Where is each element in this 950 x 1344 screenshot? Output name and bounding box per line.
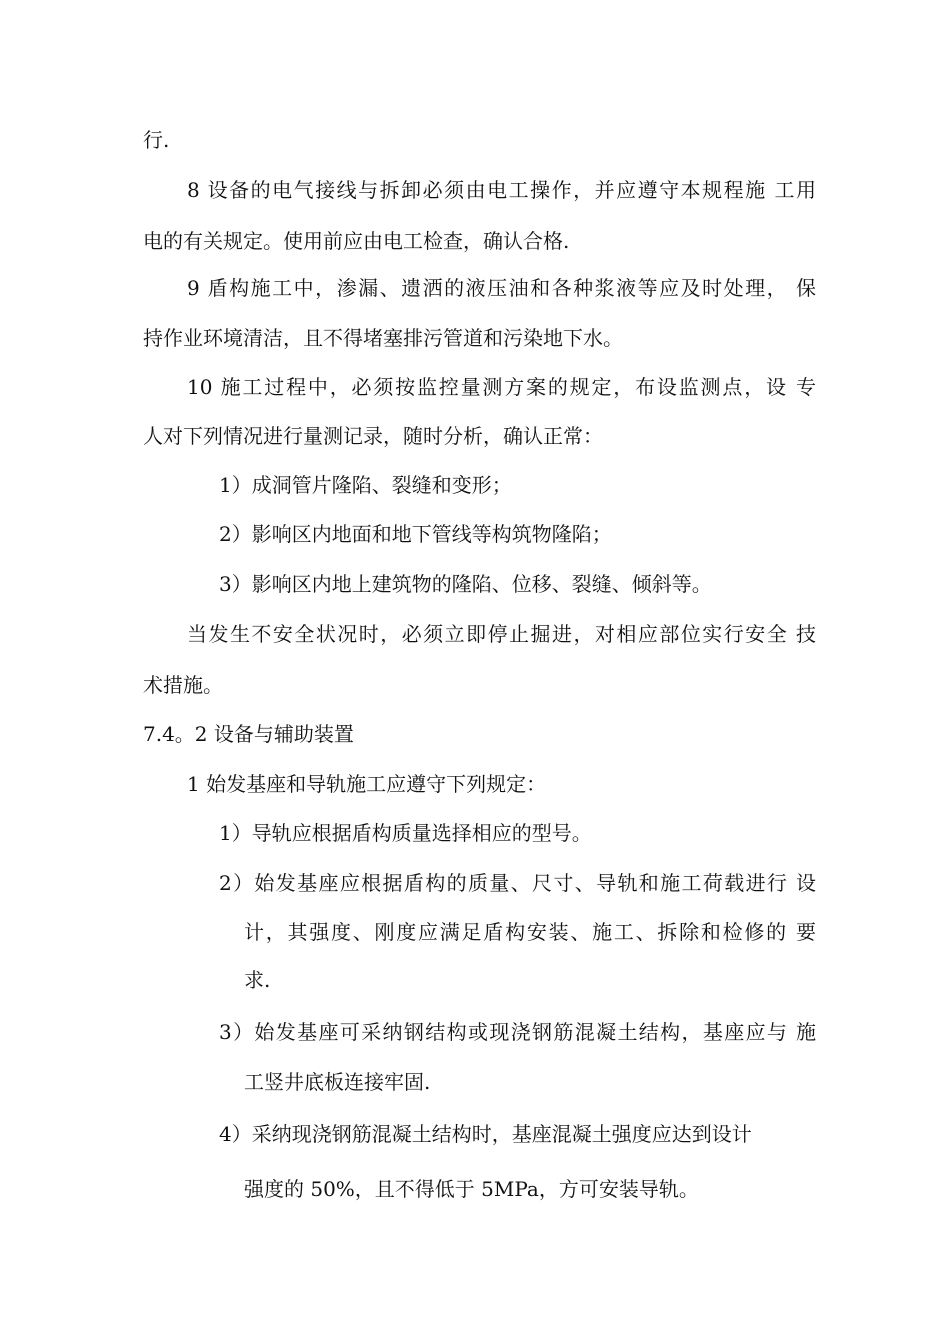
text-line: 10 施工过程中，必须按监控量测方案的规定，布设监测点，设 专 [187,375,816,399]
list-item-continuation: 强度的 50%，且不得低于 5MPa，方可安装导轨。 [244,1177,699,1201]
text-line: 人对下列情况进行量测记录，随时分析，确认正常： [143,424,603,448]
list-item: 1）导轨应根据盾构质量选择相应的型号。 [219,821,592,845]
text-line: 术措施。 [143,673,223,697]
list-item: 4）采纳现浇钢筋混凝土结构时，基座混凝土强度应达到设计 [219,1122,752,1146]
text-line: 当发生不安全状况时，必须立即停止掘进，对相应部位实行安全 技 [187,622,816,646]
text-line: 9 盾构施工中，渗漏、遗洒的液压油和各种浆液等应及时处理， 保 [187,276,816,300]
list-item-continuation: 求. [244,968,271,992]
list-item: 3）影响区内地上建筑物的隆陷、位移、裂缝、倾斜等。 [219,572,712,596]
list-item: 2）影响区内地面和地下管线等构筑物隆陷； [219,522,612,546]
text-line: 电的有关规定。使用前应由电工检查，确认合格. [143,229,570,253]
list-item: 2）始发基座应根据盾构的质量、尺寸、导轨和施工荷载进行 设 [219,871,816,895]
text-line: 8 设备的电气接线与拆卸必须由电工操作，并应遵守本规程施 工用 [187,178,816,202]
text-line: 持作业环境清洁，且不得堵塞排污管道和污染地下水。 [143,326,623,350]
list-item: 3）始发基座可采纳钢结构或现浇钢筋混凝土结构，基座应与 施 [219,1020,816,1044]
list-item-continuation: 计，其强度、刚度应满足盾构安装、施工、拆除和检修的 要 [244,920,816,944]
list-item: 1）成洞管片隆陷、裂缝和变形； [219,473,512,497]
text-line: 行. [143,128,170,152]
text-line: 1 始发基座和导轨施工应遵守下列规定： [187,772,547,796]
list-item-continuation: 工竖井底板连接牢固. [244,1070,431,1094]
section-heading: 7.4。2 设备与辅助装置 [143,722,354,746]
